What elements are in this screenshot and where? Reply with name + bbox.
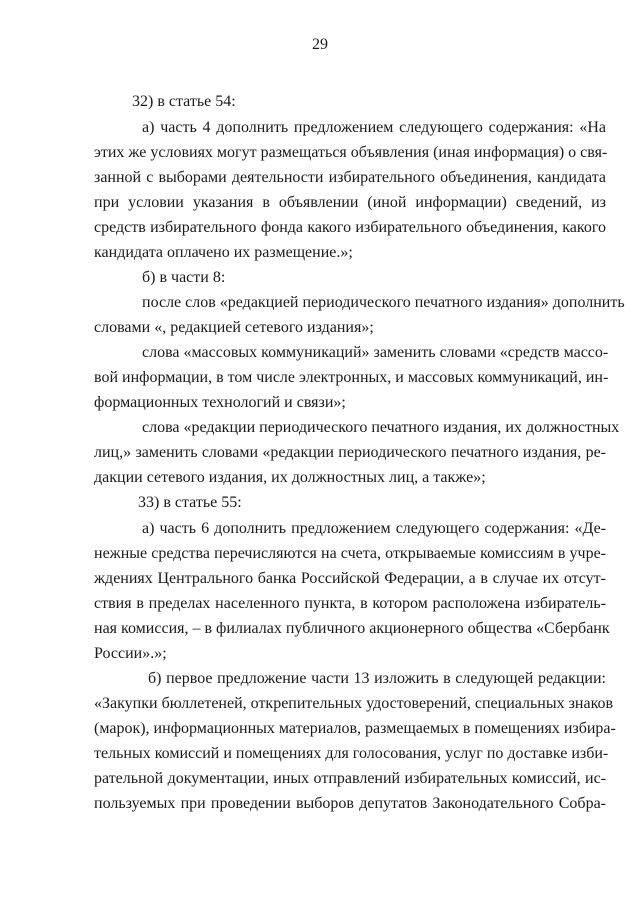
paragraph-line: при условии указания в объявлении (иной информации) сведений, из [94, 194, 606, 211]
paragraph-line: после слов «редакцией периодического печатного издания» дополнить [142, 294, 625, 311]
paragraph-line: слова «массовых коммуникаций» заменить словами «средств массо- [142, 344, 609, 361]
paragraph-line: дакции сетевого издания, их должностных лиц, а также»; [94, 469, 486, 486]
paragraph-line: этих же условиях могут размещаться объявления (иная информация) о свя- [94, 144, 608, 161]
paragraph-line: формационных технологий и связи»; [94, 394, 346, 411]
page-number: 29 [312, 36, 328, 53]
paragraph-line: лиц,» заменить словами «редакции периодического печатного издания, ре- [94, 444, 606, 461]
paragraph-line: а) часть 6 дополнить предложением следующего содержания: «Де- [142, 520, 606, 537]
paragraph-line: словами «, редакцией сетевого издания»; [94, 319, 374, 336]
paragraph-line: России».»; [94, 645, 167, 662]
paragraph-line: кандидата оплачено их размещение.»; [94, 244, 353, 261]
paragraph-line: занной с выборами деятельности избирательного объединения, кандидата [94, 169, 606, 186]
paragraph-line: б) первое предложение части 13 изложить в следующей редакции: [148, 670, 606, 687]
subitem-heading: б) в части 8: [142, 269, 226, 286]
paragraph-line: пользуемых при проведении выборов депутатов Законодательного Собра- [94, 795, 606, 812]
paragraph-line: нежные средства перечисляются на счета, открываемые комиссиям в учре- [94, 545, 606, 562]
paragraph-line: ствия в пределах населенного пункта, в котором расположена избиратель- [94, 595, 606, 612]
paragraph-line: тельных комиссий и помещениях для голосования, услуг по доставке изби- [94, 745, 609, 762]
paragraph-line: ждениях Центрального банка Российской Федерации, а в случае их отсут- [94, 570, 606, 587]
paragraph-line: (марок), информационных материалов, размещаемых в помещениях избира- [94, 720, 616, 737]
paragraph-line: рательной документации, иных отправлений избирательных комиссий, ис- [94, 770, 606, 787]
paragraph-line: «Закупки бюллетеней, открепительных удостоверений, специальных знаков [94, 695, 614, 712]
paragraph-line: слова «редакции периодического печатного издания, их должностных [142, 419, 620, 436]
paragraph-line: средств избирательного фонда какого избирательного объединения, какого [94, 219, 606, 236]
item-33-heading: 33) в статье 55: [138, 494, 242, 511]
paragraph-line: ная комиссия, – в филиалах публичного акционерного общества «Сбербанк [94, 620, 610, 637]
paragraph-line: вой информации, в том числе электронных, и массовых коммуникаций, ин- [94, 369, 609, 386]
item-32-heading: 32) в статье 54: [132, 93, 236, 110]
paragraph-line: а) часть 4 дополнить предложением следующего содержания: «На [142, 119, 606, 136]
